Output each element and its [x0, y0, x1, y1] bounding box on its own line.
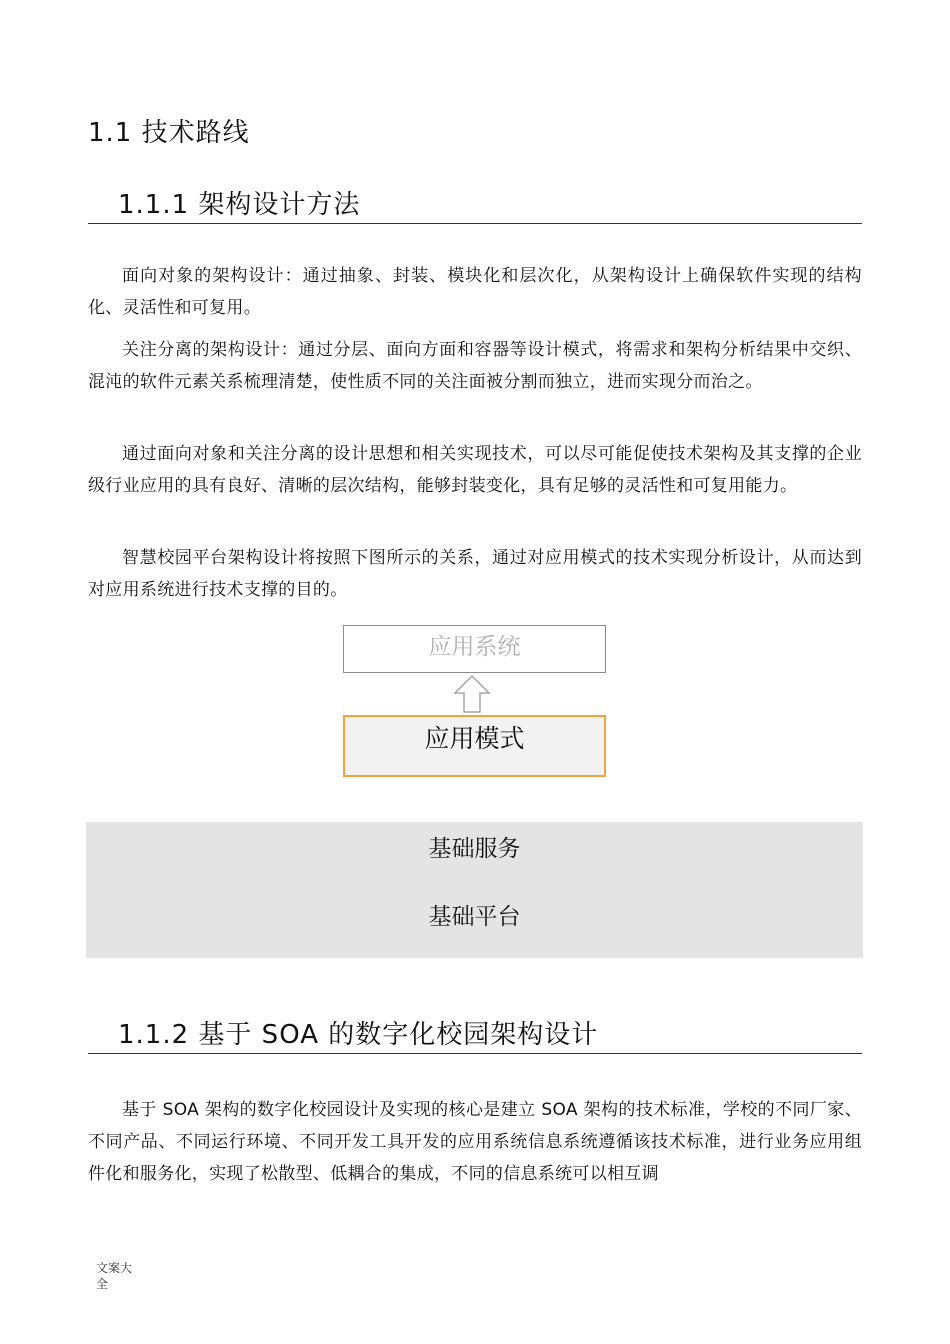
paragraph-design-thinking: 通过面向对象和关注分离的设计思想和相关实现技术，可以尽可能促使技术架构及其支撑的企业级行业应用的具有良好、清晰的层次结构，能够封装变化，具有足够的灵活性和可复用能力。 [88, 444, 862, 496]
paragraph-separation-of-concerns: 关注分离的架构设计：通过分层、面向方面和容器等设计模式，将需求和架构分析结果中交织、混沌的软件元素关系梳理清楚，使性质不同的关注面被分割而独立，进而实现分而治之。 [88, 340, 862, 392]
paragraph-smart-campus: 智慧校园平台架构设计将按照下图所示的关系，通过对应用模式的技术实现分析设计，从而达到对应用系统进行技术支撑的目的。 [88, 548, 862, 600]
section-title: 1.1 技术路线 [88, 118, 250, 148]
diagram-app-system-label: 应用系统 [428, 634, 521, 660]
page-footer: 文案大全 [96, 1261, 133, 1291]
diagram-base-platform-label: 基础平台 [428, 904, 521, 930]
arrow-up-icon [453, 675, 491, 713]
subsection-title-architecture-method: 1.1.1 架构设计方法 [88, 188, 862, 224]
diagram-app-mode-box [343, 715, 606, 777]
diagram-base-service-label: 基础服务 [428, 836, 521, 862]
paragraph-soa: 基于 SOA 架构的数字化校园设计及实现的核心是建立 SOA 架构的技术标准，学校的不同厂家、不同产品、不同运行环境、不同开发工具开发的应用系统信息系统遵循该技术标准，进行业务应用组件化和服务化，实现了松散型、低耦合的集成，不同的信息系统可以相互调 [88, 1100, 862, 1184]
paragraph-object-oriented: 面向对象的架构设计：通过抽象、封装、模块化和层次化，从架构设计上确保软件实现的结构化、灵活性和可复用。 [88, 266, 862, 318]
subsection-title-soa: 1.1.2 基于 SOA 的数字化校园架构设计 [88, 1018, 862, 1054]
diagram-app-system-box [343, 625, 606, 673]
diagram-base-layer [86, 822, 863, 958]
diagram-app-mode-label: 应用模式 [424, 724, 525, 753]
